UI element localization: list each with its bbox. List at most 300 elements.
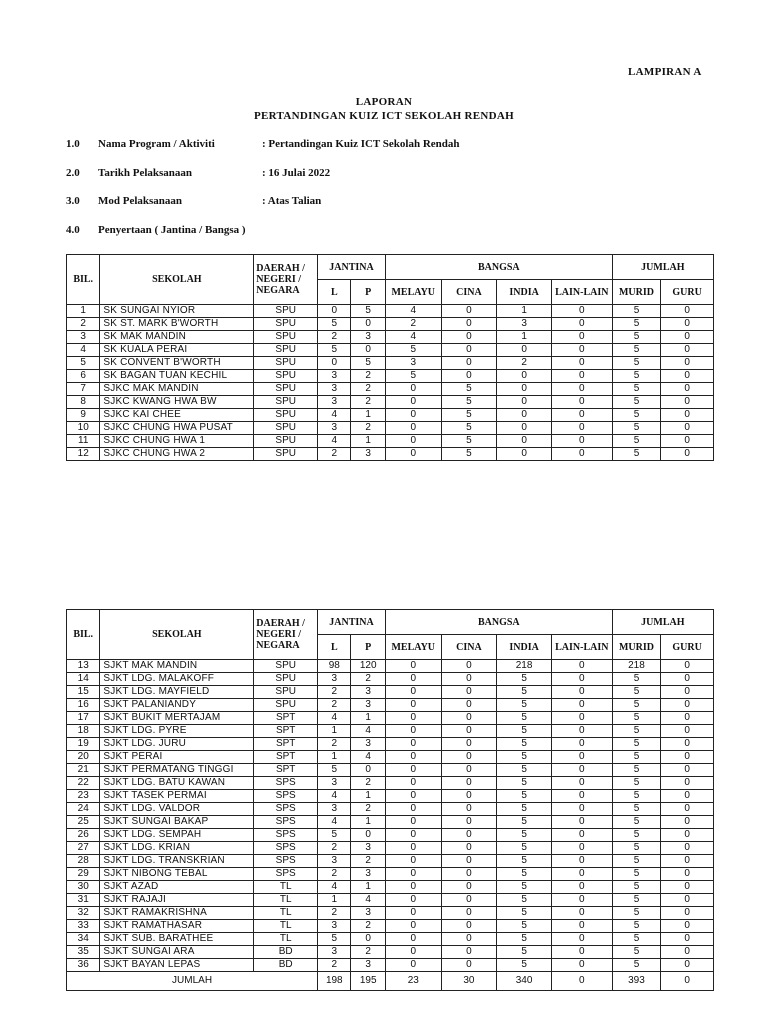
cell-melayu: 0 [385, 725, 441, 738]
cell-l: 2 [318, 699, 351, 712]
col-sekolah: SEKOLAH [100, 610, 254, 660]
cell-cina: 5 [441, 383, 497, 396]
cell-daerah: SPU [254, 383, 318, 396]
cell-cina: 0 [441, 751, 497, 764]
cell-daerah: SPS [254, 777, 318, 790]
cell-daerah: TL [254, 894, 318, 907]
cell-lain-lain: 0 [551, 855, 612, 868]
cell-guru: 0 [661, 712, 714, 725]
cell-p: 1 [351, 435, 385, 448]
cell-l: 3 [318, 855, 351, 868]
cell-daerah: SPU [254, 660, 318, 673]
cell-lain-lain: 0 [551, 396, 612, 409]
cell-lain-lain: 0 [551, 816, 612, 829]
cell-cina: 0 [441, 933, 497, 946]
total-murid: 393 [612, 972, 661, 991]
cell-india: 0 [497, 409, 552, 422]
cell-cina: 0 [441, 660, 497, 673]
cell-daerah: SPS [254, 803, 318, 816]
cell-p: 3 [351, 959, 385, 972]
cell-p: 3 [351, 331, 385, 344]
table-row [67, 946, 714, 959]
cell-melayu: 0 [385, 816, 441, 829]
cell-lain-lain: 0 [551, 959, 612, 972]
cell-l: 2 [318, 331, 351, 344]
cell-bil: 23 [67, 790, 100, 803]
cell-bil: 12 [67, 448, 100, 461]
cell-l: 5 [318, 344, 351, 357]
cell-india: 5 [497, 712, 552, 725]
cell-cina: 0 [441, 673, 497, 686]
table-row [67, 907, 714, 920]
cell-daerah: TL [254, 907, 318, 920]
cell-cina: 0 [441, 370, 497, 383]
cell-murid: 5 [612, 790, 661, 803]
cell-l: 2 [318, 959, 351, 972]
col-melayu: MELAYU [385, 280, 441, 305]
cell-guru: 0 [661, 422, 714, 435]
cell-sekolah: SJKT LDG. PYRE [100, 725, 254, 738]
cell-murid: 5 [612, 738, 661, 751]
col-india: INDIA [497, 635, 552, 660]
col-india: INDIA [497, 280, 552, 305]
cell-guru: 0 [661, 448, 714, 461]
table-row [67, 894, 714, 907]
cell-india: 2 [497, 357, 552, 370]
cell-murid: 5 [612, 816, 661, 829]
cell-bil: 7 [67, 383, 100, 396]
cell-guru: 0 [661, 777, 714, 790]
cell-melayu: 5 [385, 370, 441, 383]
cell-p: 2 [351, 803, 385, 816]
table-row [67, 422, 714, 435]
cell-p: 1 [351, 881, 385, 894]
cell-guru: 0 [661, 907, 714, 920]
cell-bil: 8 [67, 396, 100, 409]
cell-cina: 0 [441, 357, 497, 370]
table-row [67, 660, 714, 673]
table-row [67, 764, 714, 777]
cell-l: 4 [318, 435, 351, 448]
cell-lain-lain: 0 [551, 946, 612, 959]
cell-cina: 0 [441, 777, 497, 790]
cell-lain-lain: 0 [551, 881, 612, 894]
cell-melayu: 0 [385, 946, 441, 959]
cell-p: 2 [351, 370, 385, 383]
cell-daerah: TL [254, 933, 318, 946]
cell-melayu: 0 [385, 881, 441, 894]
cell-l: 4 [318, 712, 351, 725]
cell-lain-lain: 0 [551, 673, 612, 686]
cell-sekolah: SK SUNGAI NYIOR [100, 305, 254, 318]
participation-table-2 [66, 609, 714, 991]
cell-melayu: 0 [385, 738, 441, 751]
cell-india: 0 [497, 422, 552, 435]
cell-melayu: 2 [385, 318, 441, 331]
cell-p: 3 [351, 738, 385, 751]
info-label: Tarikh Pelaksanaan [98, 167, 193, 179]
table-row [67, 725, 714, 738]
totals-row [67, 972, 714, 991]
cell-cina: 0 [441, 868, 497, 881]
cell-sekolah: SJKT NIBONG TEBAL [100, 868, 254, 881]
cell-lain-lain: 0 [551, 907, 612, 920]
cell-sekolah: SJKT PERAI [100, 751, 254, 764]
cell-guru: 0 [661, 357, 714, 370]
table-row [67, 448, 714, 461]
cell-india: 5 [497, 738, 552, 751]
cell-guru: 0 [661, 803, 714, 816]
cell-sekolah: SJKT RAJAJI [100, 894, 254, 907]
cell-l: 3 [318, 383, 351, 396]
cell-india: 5 [497, 790, 552, 803]
table-row [67, 435, 714, 448]
cell-l: 3 [318, 777, 351, 790]
cell-cina: 0 [441, 803, 497, 816]
cell-murid: 5 [612, 712, 661, 725]
cell-india: 3 [497, 318, 552, 331]
cell-cina: 0 [441, 842, 497, 855]
col-melayu: MELAYU [385, 635, 441, 660]
cell-daerah: TL [254, 920, 318, 933]
cell-daerah: SPU [254, 396, 318, 409]
cell-lain-lain: 0 [551, 435, 612, 448]
cell-murid: 5 [612, 422, 661, 435]
cell-lain-lain: 0 [551, 764, 612, 777]
cell-bil: 10 [67, 422, 100, 435]
cell-murid: 5 [612, 946, 661, 959]
cell-daerah: SPS [254, 842, 318, 855]
cell-murid: 5 [612, 881, 661, 894]
cell-lain-lain: 0 [551, 712, 612, 725]
cell-india: 1 [497, 331, 552, 344]
cell-lain-lain: 0 [551, 370, 612, 383]
cell-p: 0 [351, 829, 385, 842]
cell-p: 1 [351, 409, 385, 422]
cell-cina: 0 [441, 894, 497, 907]
cell-murid: 5 [612, 435, 661, 448]
cell-melayu: 0 [385, 448, 441, 461]
cell-cina: 0 [441, 816, 497, 829]
cell-bil: 14 [67, 673, 100, 686]
total-p: 195 [351, 972, 385, 991]
info-label: Mod Pelaksanaan [98, 195, 183, 207]
total-india: 340 [497, 972, 552, 991]
cell-l: 2 [318, 868, 351, 881]
col-guru: GURU [661, 280, 714, 305]
cell-melayu: 0 [385, 383, 441, 396]
cell-melayu: 0 [385, 751, 441, 764]
cell-bil: 25 [67, 816, 100, 829]
cell-daerah: SPU [254, 435, 318, 448]
cell-guru: 0 [661, 920, 714, 933]
cell-guru: 0 [661, 686, 714, 699]
cell-guru: 0 [661, 933, 714, 946]
cell-murid: 5 [612, 673, 661, 686]
cell-cina: 0 [441, 920, 497, 933]
cell-india: 0 [497, 344, 552, 357]
table-row [67, 920, 714, 933]
table-row [67, 933, 714, 946]
cell-guru: 0 [661, 435, 714, 448]
cell-guru: 0 [661, 383, 714, 396]
cell-p: 3 [351, 842, 385, 855]
cell-melayu: 0 [385, 764, 441, 777]
cell-bil: 15 [67, 686, 100, 699]
cell-l: 3 [318, 370, 351, 383]
cell-murid: 5 [612, 777, 661, 790]
cell-india: 5 [497, 764, 552, 777]
cell-p: 3 [351, 448, 385, 461]
col-p: P [351, 280, 385, 305]
cell-l: 2 [318, 842, 351, 855]
cell-l: 4 [318, 409, 351, 422]
cell-daerah: SPU [254, 422, 318, 435]
col-jantina: JANTINA [318, 255, 386, 280]
cell-l: 1 [318, 725, 351, 738]
cell-p: 3 [351, 699, 385, 712]
cell-murid: 5 [612, 357, 661, 370]
cell-india: 5 [497, 686, 552, 699]
cell-lain-lain: 0 [551, 357, 612, 370]
cell-cina: 0 [441, 790, 497, 803]
cell-murid: 5 [612, 699, 661, 712]
cell-melayu: 0 [385, 790, 441, 803]
cell-p: 0 [351, 933, 385, 946]
cell-melayu: 0 [385, 699, 441, 712]
cell-cina: 0 [441, 344, 497, 357]
table-row [67, 396, 714, 409]
cell-p: 0 [351, 764, 385, 777]
cell-melayu: 0 [385, 435, 441, 448]
cell-p: 5 [351, 305, 385, 318]
col-jumlah: JUMLAH [612, 255, 713, 280]
cell-lain-lain: 0 [551, 422, 612, 435]
cell-daerah: BD [254, 959, 318, 972]
cell-sekolah: SJKT LDG. MALAKOFF [100, 673, 254, 686]
info-number: 2.0 [66, 167, 80, 179]
cell-guru: 0 [661, 842, 714, 855]
table-row [67, 699, 714, 712]
cell-daerah: SPU [254, 673, 318, 686]
cell-sekolah: SJKT MAK MANDIN [100, 660, 254, 673]
col-daerah: DAERAH / NEGERI / NEGARA [254, 255, 318, 305]
cell-bil: 30 [67, 881, 100, 894]
cell-p: 1 [351, 712, 385, 725]
cell-bil: 32 [67, 907, 100, 920]
cell-sekolah: SJKC MAK MANDIN [100, 383, 254, 396]
cell-murid: 5 [612, 764, 661, 777]
cell-daerah: SPU [254, 409, 318, 422]
cell-lain-lain: 0 [551, 344, 612, 357]
cell-bil: 16 [67, 699, 100, 712]
cell-sekolah: SJKT BAYAN LEPAS [100, 959, 254, 972]
cell-daerah: SPU [254, 331, 318, 344]
cell-l: 0 [318, 305, 351, 318]
table-row [67, 686, 714, 699]
cell-india: 5 [497, 699, 552, 712]
cell-lain-lain: 0 [551, 920, 612, 933]
cell-melayu: 0 [385, 842, 441, 855]
table-row [67, 712, 714, 725]
cell-guru: 0 [661, 344, 714, 357]
cell-bil: 35 [67, 946, 100, 959]
cell-guru: 0 [661, 699, 714, 712]
cell-india: 1 [497, 305, 552, 318]
table-row [67, 790, 714, 803]
col-bil: BIL. [67, 255, 100, 305]
table-row [67, 409, 714, 422]
cell-cina: 0 [441, 738, 497, 751]
col-p: P [351, 635, 385, 660]
cell-cina: 5 [441, 435, 497, 448]
cell-murid: 5 [612, 331, 661, 344]
cell-guru: 0 [661, 660, 714, 673]
cell-india: 218 [497, 660, 552, 673]
cell-sekolah: SK KUALA PERAI [100, 344, 254, 357]
cell-sekolah: SJKT LDG. MAYFIELD [100, 686, 254, 699]
cell-daerah: SPU [254, 686, 318, 699]
cell-india: 5 [497, 894, 552, 907]
cell-murid: 5 [612, 829, 661, 842]
col-jantina: JANTINA [318, 610, 386, 635]
cell-daerah: SPS [254, 829, 318, 842]
cell-guru: 0 [661, 673, 714, 686]
total-cina: 30 [441, 972, 497, 991]
cell-daerah: SPU [254, 344, 318, 357]
cell-bil: 34 [67, 933, 100, 946]
cell-daerah: SPU [254, 370, 318, 383]
cell-melayu: 0 [385, 777, 441, 790]
table-row [67, 842, 714, 855]
cell-india: 5 [497, 816, 552, 829]
cell-p: 2 [351, 855, 385, 868]
cell-bil: 17 [67, 712, 100, 725]
cell-sekolah: SJKT PALANIANDY [100, 699, 254, 712]
cell-l: 0 [318, 357, 351, 370]
cell-l: 5 [318, 318, 351, 331]
cell-guru: 0 [661, 725, 714, 738]
cell-l: 2 [318, 907, 351, 920]
cell-guru: 0 [661, 331, 714, 344]
table-row [67, 816, 714, 829]
cell-l: 2 [318, 686, 351, 699]
cell-daerah: SPT [254, 712, 318, 725]
cell-guru: 0 [661, 396, 714, 409]
cell-murid: 5 [612, 396, 661, 409]
table-row [67, 855, 714, 868]
cell-cina: 5 [441, 409, 497, 422]
cell-l: 2 [318, 448, 351, 461]
cell-lain-lain: 0 [551, 383, 612, 396]
cell-p: 2 [351, 673, 385, 686]
cell-melayu: 4 [385, 305, 441, 318]
cell-murid: 5 [612, 933, 661, 946]
cell-murid: 5 [612, 686, 661, 699]
cell-lain-lain: 0 [551, 738, 612, 751]
cell-melayu: 0 [385, 907, 441, 920]
cell-sekolah: SJKT LDG. KRIAN [100, 842, 254, 855]
cell-bil: 20 [67, 751, 100, 764]
cell-india: 5 [497, 725, 552, 738]
cell-l: 3 [318, 422, 351, 435]
table-row [67, 829, 714, 842]
cell-bil: 22 [67, 777, 100, 790]
cell-melayu: 0 [385, 868, 441, 881]
col-l: L [318, 635, 351, 660]
cell-bil: 4 [67, 344, 100, 357]
col-daerah: DAERAH / NEGERI / NEGARA [254, 610, 318, 660]
cell-sekolah: SJKT BUKIT MERTAJAM [100, 712, 254, 725]
cell-p: 4 [351, 725, 385, 738]
cell-lain-lain: 0 [551, 448, 612, 461]
cell-p: 1 [351, 816, 385, 829]
col-jumlah: JUMLAH [612, 610, 713, 635]
cell-bil: 33 [67, 920, 100, 933]
cell-sekolah: SK ST. MARK B'WORTH [100, 318, 254, 331]
col-guru: GURU [661, 635, 714, 660]
cell-bil: 5 [67, 357, 100, 370]
cell-india: 5 [497, 946, 552, 959]
cell-sekolah: SJKC KAI CHEE [100, 409, 254, 422]
cell-sekolah: SJKT LDG. JURU [100, 738, 254, 751]
total-guru: 0 [661, 972, 714, 991]
cell-p: 3 [351, 907, 385, 920]
cell-india: 0 [497, 448, 552, 461]
cell-lain-lain: 0 [551, 751, 612, 764]
cell-p: 3 [351, 868, 385, 881]
cell-melayu: 0 [385, 396, 441, 409]
cell-bil: 31 [67, 894, 100, 907]
cell-guru: 0 [661, 738, 714, 751]
cell-l: 5 [318, 829, 351, 842]
cell-melayu: 0 [385, 855, 441, 868]
cell-india: 5 [497, 803, 552, 816]
cell-daerah: SPT [254, 738, 318, 751]
cell-india: 5 [497, 959, 552, 972]
cell-guru: 0 [661, 764, 714, 777]
cell-daerah: SPU [254, 448, 318, 461]
cell-sekolah: SJKC KWANG HWA BW [100, 396, 254, 409]
total-l: 198 [318, 972, 351, 991]
cell-l: 4 [318, 881, 351, 894]
table-row [67, 738, 714, 751]
cell-india: 5 [497, 842, 552, 855]
cell-sekolah: SJKT AZAD [100, 881, 254, 894]
cell-p: 120 [351, 660, 385, 673]
cell-cina: 0 [441, 712, 497, 725]
cell-cina: 5 [441, 422, 497, 435]
cell-murid: 5 [612, 448, 661, 461]
cell-guru: 0 [661, 305, 714, 318]
cell-p: 2 [351, 396, 385, 409]
cell-daerah: SPS [254, 816, 318, 829]
cell-melayu: 0 [385, 894, 441, 907]
cell-bil: 1 [67, 305, 100, 318]
cell-sekolah: SK CONVENT B'WORTH [100, 357, 254, 370]
cell-daerah: TL [254, 881, 318, 894]
cell-lain-lain: 0 [551, 894, 612, 907]
cell-sekolah: SJKT LDG. VALDOR [100, 803, 254, 816]
cell-murid: 5 [612, 868, 661, 881]
col-l: L [318, 280, 351, 305]
cell-india: 0 [497, 370, 552, 383]
cell-l: 3 [318, 946, 351, 959]
cell-cina: 0 [441, 318, 497, 331]
cell-l: 5 [318, 933, 351, 946]
info-value: : 16 Julai 2022 [262, 167, 331, 179]
cell-cina: 0 [441, 907, 497, 920]
